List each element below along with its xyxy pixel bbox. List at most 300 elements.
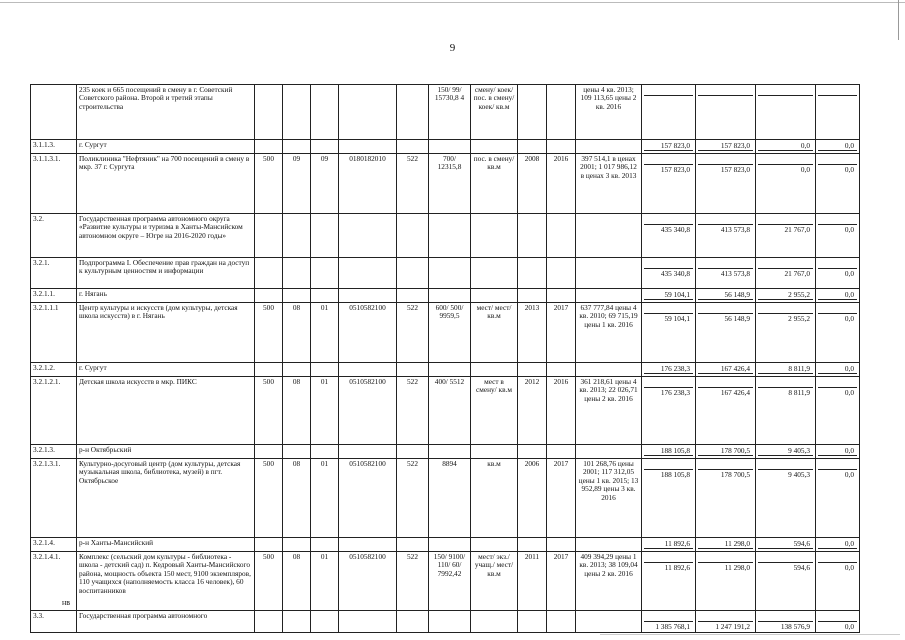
cell-name: Культурно-досуговый центр (дом культуры, детская музыкальная школа, библиотека, музей) в пгт. Октябрьское bbox=[77, 459, 255, 538]
cell-other-value: 0,0 bbox=[844, 225, 854, 234]
cell-cost bbox=[576, 363, 642, 377]
cell-cost: 409 394,29 цены 1 кв. 2013; 38 109,04 цены 2 кв. 2016 bbox=[576, 552, 642, 611]
cell-rz bbox=[283, 445, 311, 459]
cell-year-start bbox=[518, 445, 547, 459]
cell-pr bbox=[311, 289, 339, 303]
cell-vr: 522 bbox=[397, 303, 429, 363]
cell-other-subtotal: 0,0 bbox=[818, 364, 857, 374]
cell-min bbox=[255, 289, 283, 303]
cell-total-subtotal: 188 105,8 bbox=[644, 446, 693, 456]
cell-min bbox=[255, 611, 283, 633]
cell-vr bbox=[397, 445, 429, 459]
cell-year-end: 2016 bbox=[547, 154, 576, 214]
cell-total-value: 157 823,0 bbox=[660, 165, 690, 174]
cell-cost bbox=[576, 538, 642, 552]
cell-min bbox=[255, 85, 283, 140]
cell-name: Поликлиника "Нефтяник" на 700 посещений в смену в мкр. 37 г. Сургута bbox=[77, 154, 255, 214]
cell-local-subtotal bbox=[758, 612, 813, 622]
cell-local bbox=[756, 611, 816, 633]
cell-capacity bbox=[429, 445, 471, 459]
cell-cost bbox=[576, 258, 642, 289]
cell-budget-subtotal bbox=[698, 460, 753, 470]
cell-csr bbox=[339, 140, 397, 154]
cell-name: 235 коек и 665 посещений в смену в г. Советский Советского района. Второй и третий этапы строительства bbox=[77, 85, 255, 140]
cell-total-subtotal: 157 823,0 bbox=[644, 141, 693, 151]
cell-local bbox=[756, 303, 816, 363]
cell-local bbox=[756, 140, 816, 154]
cell-rz: 08 bbox=[283, 377, 311, 445]
cell-capacity: 700/ 12315,8 bbox=[429, 154, 471, 214]
cell-total-subtotal bbox=[644, 215, 693, 225]
cell-other bbox=[816, 154, 860, 214]
cell-local-value: 0,0 bbox=[800, 165, 810, 174]
cell-budget-value: 157 823,0 bbox=[720, 165, 750, 174]
cell-total-value: 435 340,8 bbox=[660, 269, 690, 278]
cell-unit bbox=[471, 258, 518, 289]
cell-total bbox=[642, 140, 696, 154]
cell-cost bbox=[576, 289, 642, 303]
cell-name: г. Сургут bbox=[77, 140, 255, 154]
cell-other-subtotal: 0,0 bbox=[818, 141, 857, 151]
cell-capacity bbox=[429, 538, 471, 552]
cell-budget bbox=[696, 611, 756, 633]
cell-year-start bbox=[518, 85, 547, 140]
cell-capacity: 400/ 5512 bbox=[429, 377, 471, 445]
cell-local bbox=[756, 214, 816, 258]
cell-capacity bbox=[429, 363, 471, 377]
cell-code: 3.2.1.4.1. bbox=[31, 552, 77, 611]
cell-local-subtotal: 0,0 bbox=[758, 141, 813, 151]
cell-csr: 0510582100 bbox=[339, 303, 397, 363]
cell-local bbox=[756, 363, 816, 377]
cell-total-subtotal bbox=[644, 86, 693, 96]
cell-total bbox=[642, 611, 696, 633]
cell-total-subtotal bbox=[644, 553, 693, 563]
cell-local-value bbox=[758, 374, 813, 375]
cell-unit bbox=[471, 445, 518, 459]
cell-pr: 01 bbox=[311, 552, 339, 611]
cell-rz bbox=[283, 85, 311, 140]
cell-budget-value bbox=[698, 456, 753, 457]
cell-year-start bbox=[518, 289, 547, 303]
cell-other-subtotal bbox=[818, 304, 857, 314]
cell-unit: мест/ экз./ учащ./ мест/ кв.м bbox=[471, 552, 518, 611]
cell-budget-subtotal: 157 823,0 bbox=[698, 141, 753, 151]
cell-vr: 522 bbox=[397, 459, 429, 538]
cell-total bbox=[642, 303, 696, 363]
cell-budget bbox=[696, 140, 756, 154]
cell-budget bbox=[696, 303, 756, 363]
cell-total-subtotal bbox=[644, 259, 693, 269]
cell-capacity: 150/ 9100/ 110/ 60/ 7992,42 bbox=[429, 552, 471, 611]
cell-budget bbox=[696, 363, 756, 377]
cell-local-value: 21 767,0 bbox=[784, 225, 810, 234]
cell-other-subtotal bbox=[818, 460, 857, 470]
cell-local-value bbox=[758, 151, 813, 152]
cell-pr: 01 bbox=[311, 459, 339, 538]
cell-total-subtotal bbox=[644, 612, 693, 622]
cell-other-subtotal bbox=[818, 553, 857, 563]
cell-other-value bbox=[818, 456, 857, 457]
cell-total-subtotal: 11 892,6 bbox=[644, 539, 693, 549]
cell-name: Подпрограмма I. Обеспечение прав граждан на доступ к культурным ценностям и информации bbox=[77, 258, 255, 289]
cell-min bbox=[255, 445, 283, 459]
cell-other-subtotal bbox=[818, 155, 857, 165]
cell-local-value: 2 955,2 bbox=[788, 314, 810, 323]
cell-other-value: 0,0 bbox=[844, 563, 854, 572]
cell-year-end: 2016 bbox=[547, 377, 576, 445]
cell-rz bbox=[283, 258, 311, 289]
cell-total-value bbox=[644, 151, 693, 152]
cell-year-end bbox=[547, 214, 576, 258]
cell-capacity: 8894 bbox=[429, 459, 471, 538]
cell-local bbox=[756, 85, 816, 140]
cell-budget bbox=[696, 459, 756, 538]
cell-year-end: 2017 bbox=[547, 552, 576, 611]
cell-rz bbox=[283, 363, 311, 377]
cell-other-subtotal: 0,0 bbox=[818, 290, 857, 300]
cell-pr bbox=[311, 445, 339, 459]
scan-edge-top bbox=[0, 2, 905, 3]
cell-total-value: 188 105,8 bbox=[660, 470, 690, 479]
cell-budget-subtotal: 178 700,5 bbox=[698, 446, 753, 456]
cell-name: Центр культуры и искусств (дом культуры, детская школа искусств) в г. Нягань bbox=[77, 303, 255, 363]
cell-cost bbox=[576, 611, 642, 633]
cell-year-start: 2013 bbox=[518, 303, 547, 363]
cell-min bbox=[255, 140, 283, 154]
cell-budget-value: 178 700,5 bbox=[720, 470, 750, 479]
cell-cost: цены 4 кв. 2013; 109 113,65 цены 2 кв. 2016 bbox=[576, 85, 642, 140]
cell-total bbox=[642, 363, 696, 377]
cell-rz: 08 bbox=[283, 303, 311, 363]
cell-other bbox=[816, 289, 860, 303]
cell-total-value bbox=[644, 374, 693, 375]
cell-local-subtotal bbox=[758, 304, 813, 314]
cell-budget-value: 413 573,8 bbox=[720, 225, 750, 234]
cell-budget bbox=[696, 214, 756, 258]
cell-unit bbox=[471, 140, 518, 154]
cell-budget-subtotal bbox=[698, 259, 753, 269]
cell-total-subtotal: 176 238,3 bbox=[644, 364, 693, 374]
scan-edge-right bbox=[898, 0, 899, 40]
table-row bbox=[31, 377, 860, 445]
cell-budget bbox=[696, 377, 756, 445]
cell-other-subtotal bbox=[818, 612, 857, 622]
cell-other-subtotal bbox=[818, 378, 857, 388]
cell-year-end bbox=[547, 445, 576, 459]
cell-local bbox=[756, 258, 816, 289]
cell-name: г. Сургут bbox=[77, 363, 255, 377]
cell-unit: мест в смену/ кв.м bbox=[471, 377, 518, 445]
cell-csr bbox=[339, 611, 397, 633]
cell-local bbox=[756, 538, 816, 552]
cell-min bbox=[255, 214, 283, 258]
cell-local bbox=[756, 154, 816, 214]
cell-total bbox=[642, 258, 696, 289]
cell-min bbox=[255, 538, 283, 552]
cell-vr bbox=[397, 140, 429, 154]
cell-year-end: 2017 bbox=[547, 459, 576, 538]
cell-csr: 0510582100 bbox=[339, 377, 397, 445]
cell-min: 500 bbox=[255, 154, 283, 214]
cell-local-value: 9 405,3 bbox=[788, 470, 810, 479]
cell-cost bbox=[576, 140, 642, 154]
cell-year-start bbox=[518, 214, 547, 258]
cell-vr bbox=[397, 214, 429, 258]
cell-code: 3.2.1. bbox=[31, 258, 77, 289]
table-row bbox=[31, 538, 860, 552]
cell-year-start bbox=[518, 140, 547, 154]
cell-min: 500 bbox=[255, 459, 283, 538]
cell-rz: 09 bbox=[283, 154, 311, 214]
cell-other-value: 0,0 bbox=[844, 388, 854, 397]
cell-code: 3.2.1.4. bbox=[31, 538, 77, 552]
cell-pr bbox=[311, 611, 339, 633]
cell-pr bbox=[311, 85, 339, 140]
cell-code: 3.1.1.3.1. bbox=[31, 154, 77, 214]
cell-pr: 01 bbox=[311, 303, 339, 363]
cell-total bbox=[642, 214, 696, 258]
cell-name: р-н Ханты-Мансийский bbox=[77, 538, 255, 552]
cell-other-value bbox=[818, 151, 857, 152]
cell-pr bbox=[311, 140, 339, 154]
cell-name: Детская школа искусств в мкр. ПИКС bbox=[77, 377, 255, 445]
cell-capacity bbox=[429, 140, 471, 154]
cell-other-value: 0,0 bbox=[844, 165, 854, 174]
cell-vr bbox=[397, 289, 429, 303]
cell-other-value bbox=[818, 374, 857, 375]
cell-capacity: 600/ 500/ 9959,5 bbox=[429, 303, 471, 363]
cell-total-subtotal bbox=[644, 378, 693, 388]
cell-cost: 101 268,76 цены 2001; 117 312,05 цены 1 кв. 2015; 13 952,89 цены 3 кв. 2016 bbox=[576, 459, 642, 538]
cell-rz bbox=[283, 140, 311, 154]
cell-total-value: 59 104,1 bbox=[664, 314, 690, 323]
cell-year-start: 2006 bbox=[518, 459, 547, 538]
cell-other-value: 0,0 bbox=[844, 622, 854, 631]
cell-budget bbox=[696, 85, 756, 140]
cell-budget bbox=[696, 289, 756, 303]
cell-budget-value: 11 298,0 bbox=[724, 563, 750, 572]
cell-total-value bbox=[644, 456, 693, 457]
cell-pr bbox=[311, 538, 339, 552]
footer-mark: нв bbox=[62, 598, 71, 607]
cell-vr: 522 bbox=[397, 377, 429, 445]
cell-csr: 0510582100 bbox=[339, 459, 397, 538]
scan-edge-bottom bbox=[600, 634, 900, 635]
table-row bbox=[31, 611, 860, 633]
cell-year-start: 2008 bbox=[518, 154, 547, 214]
table-row bbox=[31, 459, 860, 538]
cell-total-value bbox=[644, 300, 693, 301]
cell-code: 3.2.1.2. bbox=[31, 363, 77, 377]
cell-local-subtotal bbox=[758, 553, 813, 563]
cell-local-subtotal bbox=[758, 460, 813, 470]
cell-cost bbox=[576, 214, 642, 258]
cell-vr bbox=[397, 85, 429, 140]
cell-year-end bbox=[547, 363, 576, 377]
cell-local-subtotal bbox=[758, 378, 813, 388]
cell-pr: 01 bbox=[311, 377, 339, 445]
table-row bbox=[31, 363, 860, 377]
cell-name: р-н Октябрьский bbox=[77, 445, 255, 459]
cell-local bbox=[756, 445, 816, 459]
cell-local-subtotal bbox=[758, 215, 813, 225]
cell-vr: 522 bbox=[397, 552, 429, 611]
cell-other-value: 0,0 bbox=[844, 314, 854, 323]
cell-capacity bbox=[429, 214, 471, 258]
cell-unit bbox=[471, 611, 518, 633]
cell-year-end bbox=[547, 140, 576, 154]
cell-min: 500 bbox=[255, 552, 283, 611]
cell-total-value: 176 238,3 bbox=[660, 388, 690, 397]
cell-rz: 08 bbox=[283, 552, 311, 611]
cell-year-start: 2011 bbox=[518, 552, 547, 611]
cell-total bbox=[642, 85, 696, 140]
cell-budget-subtotal bbox=[698, 612, 753, 622]
cell-name: Государственная программа автономного округа «Развитие культуры и туризма в Ханты-Мансийском автономном округе – Югре на 2016-2020 годы» bbox=[77, 214, 255, 258]
cell-other bbox=[816, 258, 860, 289]
cell-year-end bbox=[547, 258, 576, 289]
cell-other-value bbox=[818, 300, 857, 301]
cell-capacity bbox=[429, 289, 471, 303]
table-body bbox=[31, 85, 860, 633]
cell-local-value: 21 767,0 bbox=[784, 269, 810, 278]
cell-unit bbox=[471, 289, 518, 303]
cell-budget-value: 167 426,4 bbox=[720, 388, 750, 397]
cell-rz bbox=[283, 289, 311, 303]
cell-unit: смену/ коек/ пос. в смену/ коек/ кв.м bbox=[471, 85, 518, 140]
cell-total bbox=[642, 538, 696, 552]
cell-code: 3.2.1.1.1 bbox=[31, 303, 77, 363]
cell-unit bbox=[471, 363, 518, 377]
table-row bbox=[31, 85, 860, 140]
cell-pr bbox=[311, 258, 339, 289]
table-row bbox=[31, 140, 860, 154]
cell-local-subtotal: 8 811,9 bbox=[758, 364, 813, 374]
cell-total-subtotal: 59 104,1 bbox=[644, 290, 693, 300]
table-row bbox=[31, 289, 860, 303]
cell-budget-value bbox=[698, 374, 753, 375]
cell-pr bbox=[311, 214, 339, 258]
cell-other-subtotal: 0,0 bbox=[818, 446, 857, 456]
cell-csr bbox=[339, 214, 397, 258]
cell-local bbox=[756, 289, 816, 303]
cell-year-start bbox=[518, 538, 547, 552]
cell-other bbox=[816, 214, 860, 258]
cell-budget bbox=[696, 154, 756, 214]
cell-total bbox=[642, 552, 696, 611]
cell-local bbox=[756, 459, 816, 538]
cell-other bbox=[816, 445, 860, 459]
cell-other-subtotal: 0,0 bbox=[818, 539, 857, 549]
cell-budget-subtotal bbox=[698, 155, 753, 165]
cell-capacity: 150/ 99/ 15730,8 4 bbox=[429, 85, 471, 140]
cell-unit bbox=[471, 538, 518, 552]
cell-total bbox=[642, 377, 696, 445]
cell-local-subtotal bbox=[758, 259, 813, 269]
cell-local-value: 8 811,9 bbox=[788, 388, 810, 397]
cell-vr bbox=[397, 538, 429, 552]
cell-min bbox=[255, 258, 283, 289]
cell-capacity bbox=[429, 258, 471, 289]
cell-rz bbox=[283, 611, 311, 633]
cell-unit: пос. в смену/ кв.м bbox=[471, 154, 518, 214]
cell-unit: кв.м bbox=[471, 459, 518, 538]
cell-capacity bbox=[429, 611, 471, 633]
cell-min: 500 bbox=[255, 303, 283, 363]
cell-code: 3.2.1.2.1. bbox=[31, 377, 77, 445]
cell-local-value bbox=[758, 456, 813, 457]
cell-total-subtotal bbox=[644, 304, 693, 314]
cell-local-value bbox=[758, 300, 813, 301]
cell-budget bbox=[696, 552, 756, 611]
cell-cost bbox=[576, 445, 642, 459]
cell-local-value bbox=[758, 96, 813, 97]
cell-other bbox=[816, 363, 860, 377]
cell-cost: 397 514,1 в ценах 2001; 1 017 986,12 в ценах 3 кв. 2013 bbox=[576, 154, 642, 214]
cell-year-end bbox=[547, 85, 576, 140]
cell-budget-subtotal bbox=[698, 86, 753, 96]
cell-year-end: 2017 bbox=[547, 303, 576, 363]
cell-csr bbox=[339, 289, 397, 303]
cell-local-subtotal: 2 955,2 bbox=[758, 290, 813, 300]
cell-year-end bbox=[547, 289, 576, 303]
cell-csr bbox=[339, 258, 397, 289]
cell-local-subtotal: 594,6 bbox=[758, 539, 813, 549]
cell-budget-subtotal: 11 298,0 bbox=[698, 539, 753, 549]
cell-budget bbox=[696, 258, 756, 289]
cell-name: Государственная программа автономного bbox=[77, 611, 255, 633]
cell-vr bbox=[397, 363, 429, 377]
page-number: 9 bbox=[449, 42, 456, 54]
cell-rz bbox=[283, 214, 311, 258]
cell-total-value: 435 340,8 bbox=[660, 225, 690, 234]
cell-pr: 09 bbox=[311, 154, 339, 214]
investment-objects-table bbox=[30, 84, 860, 633]
cell-name: Комплекс (сельский дом культуры - библиотека - школа - детский сад) п. Кедровый Ханты-Мансийского района, мощность объекта 150 мест, 9100 экземпляров, 110 учащихся (наполняемость класса 16 человек), 60 воспитанников bbox=[77, 552, 255, 611]
cell-local-value: 138 576,9 bbox=[780, 622, 810, 631]
table-row bbox=[31, 303, 860, 363]
cell-total bbox=[642, 154, 696, 214]
cell-local-value bbox=[758, 549, 813, 550]
cell-local bbox=[756, 377, 816, 445]
cell-vr bbox=[397, 258, 429, 289]
table-row bbox=[31, 258, 860, 289]
cell-rz bbox=[283, 538, 311, 552]
cell-other-subtotal bbox=[818, 259, 857, 269]
cell-year-start: 2012 bbox=[518, 377, 547, 445]
cell-other bbox=[816, 303, 860, 363]
cell-min: 500 bbox=[255, 377, 283, 445]
cell-budget-value: 1 247 191,2 bbox=[715, 622, 750, 631]
cell-other bbox=[816, 85, 860, 140]
cell-other bbox=[816, 611, 860, 633]
cell-name: г. Нягань bbox=[77, 289, 255, 303]
cell-year-start bbox=[518, 258, 547, 289]
cell-other-value: 0,0 bbox=[844, 269, 854, 278]
cell-csr: 0510582100 bbox=[339, 552, 397, 611]
cell-csr bbox=[339, 538, 397, 552]
cell-other-value bbox=[818, 96, 857, 97]
cell-code: 3.2. bbox=[31, 214, 77, 258]
cell-rz: 08 bbox=[283, 459, 311, 538]
cell-csr bbox=[339, 85, 397, 140]
cell-year-end bbox=[547, 611, 576, 633]
cell-code: 3.2.1.1. bbox=[31, 289, 77, 303]
cell-year-end bbox=[547, 538, 576, 552]
cell-total bbox=[642, 459, 696, 538]
cell-code: 3.2.1.3.1. bbox=[31, 459, 77, 538]
